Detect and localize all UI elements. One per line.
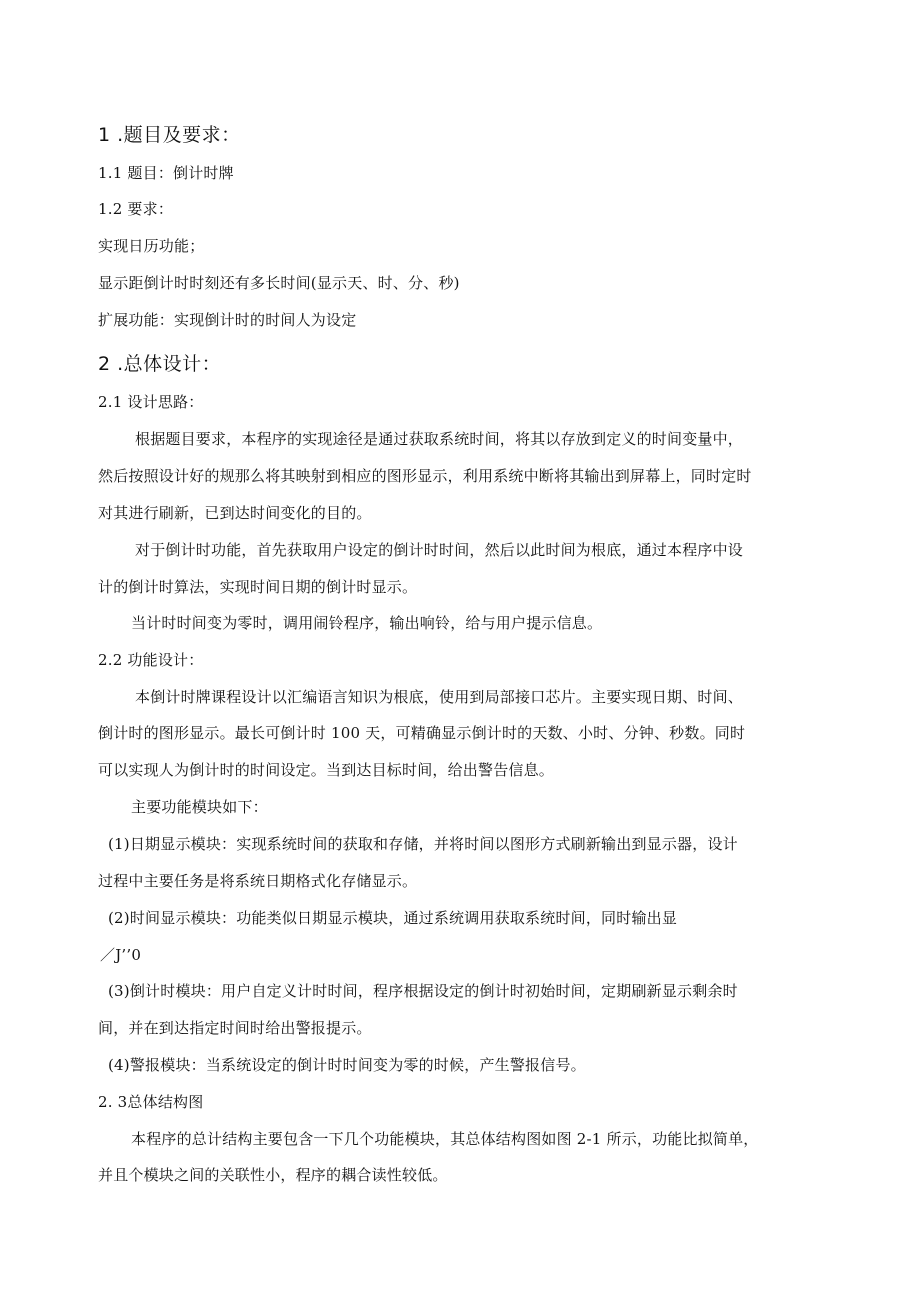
paragraph-line: 计的倒计时算法，实现时间日期的倒计时显示。 — [98, 578, 418, 596]
paragraph-line: 本程序的总计结构主要包含一下几个功能模块，其总体结构图如图 2-1 所示，功能比拟简单， — [131, 1130, 759, 1148]
paragraph-line: 对于倒计时功能，首先获取用户设定的倒计时时间，然后以此时间为根底，通过本程序中设 — [135, 541, 744, 559]
module-item: (1)日期显示模块：实现系统时间的获取和存储，并将时间以图形方式刷新输出到显示器，设计 — [108, 835, 738, 853]
module-item: 过程中主要任务是将系统日期格式化存储显示。 — [98, 872, 418, 890]
paragraph-line: 可以实现人为倒计时的时间设定。当到达目标时间，给出警告信息。 — [98, 761, 555, 779]
section-2-heading: 2 .总体设计： — [98, 353, 222, 375]
paragraph-line: 当计时时间变为零时，调用闹铃程序，输出响铃，给与用户提示信息。 — [131, 614, 603, 632]
paragraph-line: 然后按照设计好的规那么将其映射到相应的图形显示，利用系统中断将其输出到屏幕上，同时定时 — [98, 467, 752, 485]
requirement-item: 实现日历功能； — [98, 237, 205, 255]
paragraph-line: 并且个模块之间的关联性小，程序的耦合读性较低。 — [98, 1166, 448, 1184]
subsection-2-1-title: 2.1 设计思路： — [98, 393, 204, 411]
subsection-1-2-title: 1.2 要求： — [98, 200, 174, 218]
paragraph-line: 倒计时的图形显示。最长可倒计时 100 天，可精确显示倒计时的天数、小时、分钟、秒数。同时 — [98, 724, 746, 742]
module-item: 间，并在到达指定时间时给出警报提示。 — [98, 1019, 372, 1037]
module-item: ／J’’0 — [100, 946, 142, 964]
paragraph-line: 根据题目要求，本程序的实现途径是通过获取系统时间，将其以存放到定义的时间变量中， — [135, 430, 744, 448]
requirement-item: 扩展功能：实现倒计时的时间人为设定 — [98, 311, 357, 329]
requirement-item: 显示距倒计时时刻还有多长时间(显示天、时、分、秒) — [98, 274, 460, 292]
section-1-heading: 1 .题目及要求： — [98, 124, 241, 146]
paragraph-line: 对其进行刷新，已到达时间变化的目的。 — [98, 504, 372, 522]
module-item: (4)警报模块：当系统设定的倒计时时间变为零的时候，产生警报信号。 — [108, 1056, 586, 1074]
subsection-2-2-title: 2.2 功能设计： — [98, 651, 204, 669]
paragraph-line: 本倒计时牌课程设计以汇编语言知识为根底，使用到局部接口芯片。主要实现日期、时间、 — [135, 688, 744, 706]
subsection-1-1-title: 1.1 题目：倒计时牌 — [98, 164, 234, 182]
modules-intro: 主要功能模块如下： — [131, 798, 268, 816]
subsection-2-3-title: 2. 3总体结构图 — [98, 1093, 204, 1111]
module-item: (2)时间显示模块：功能类似日期显示模块，通过系统调用获取系统时间，同时输出显 — [108, 909, 678, 927]
module-item: (3)倒计时模块：用户自定义计时时间，程序根据设定的倒计时初始时间，定期刷新显示剩余时 — [108, 982, 738, 1000]
